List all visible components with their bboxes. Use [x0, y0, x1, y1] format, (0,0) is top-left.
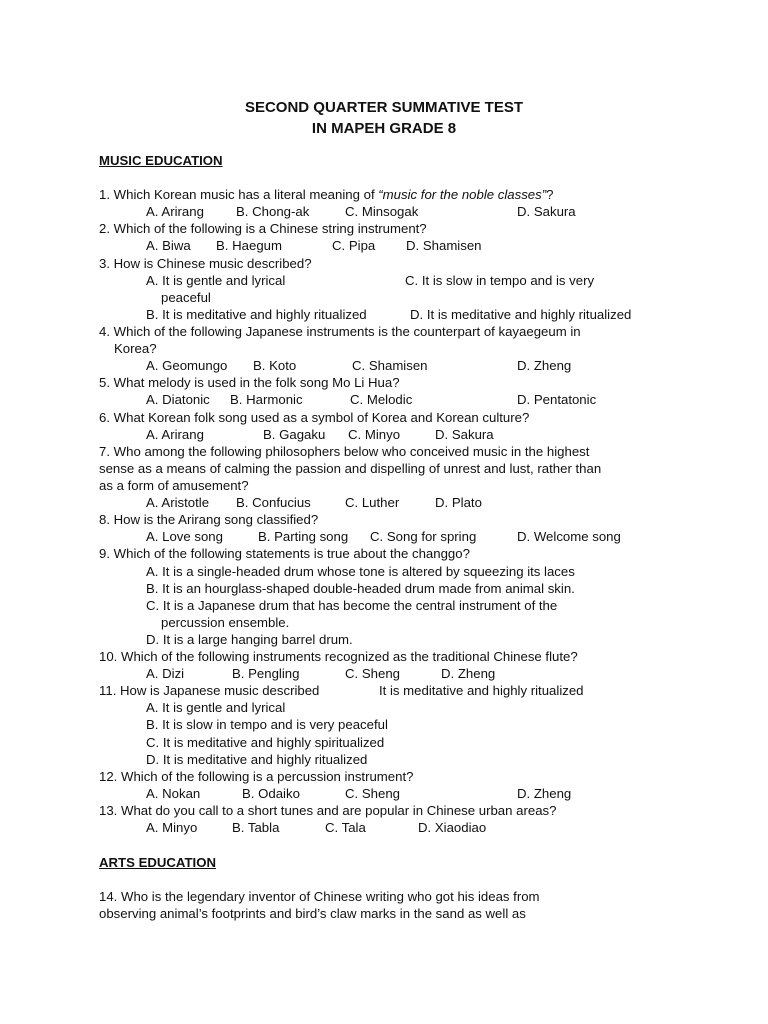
- q11-option-d: D. It is meditative and highly ritualized: [146, 752, 368, 767]
- q3-option-c-continued: peaceful: [161, 290, 211, 305]
- question-4-continued: Korea?: [114, 341, 157, 356]
- q11-option-c: C. It is meditative and highly spiritualized: [146, 735, 385, 750]
- q9-option-d: D. It is a large hanging barrel drum.: [146, 632, 353, 647]
- q12-option-c: C. Sheng: [345, 786, 400, 801]
- q13-option-c: C. Tala: [325, 820, 366, 835]
- q5-option-a: A. Diatonic: [146, 392, 210, 407]
- q4-option-a: A. Geomungo: [146, 358, 228, 373]
- question-11-note: It is meditative and highly ritualized: [379, 683, 584, 698]
- question-2: 2. Which of the following is a Chinese string instrument?: [99, 221, 427, 236]
- q3-option-c: C. It is slow in tempo and is very: [405, 273, 595, 288]
- q3-option-b: B. It is meditative and highly ritualized: [146, 307, 367, 322]
- q10-option-c: C. Sheng: [345, 666, 400, 681]
- question-13: 13. What do you call to a short tunes and are popular in Chinese urban areas?: [99, 803, 557, 818]
- q2-option-c: C. Pipa: [332, 238, 376, 253]
- question-7: 7. Who among the following philosophers below who conceived music in the highest: [99, 444, 590, 459]
- question-3: 3. How is Chinese music described?: [99, 256, 312, 271]
- q1-option-d: D. Sakura: [517, 204, 576, 219]
- question-9: 9. Which of the following statements is true about the changgo?: [99, 546, 470, 561]
- q10-option-a: A. Dizi: [146, 666, 185, 681]
- q6-option-b: B. Gagaku: [263, 427, 326, 442]
- q12-option-d: D. Zheng: [517, 786, 572, 801]
- q1-option-a: A. Arirang: [146, 204, 204, 219]
- q8-option-b: B. Parting song: [258, 529, 349, 544]
- q12-option-b: B. Odaiko: [242, 786, 300, 801]
- q6-option-d: D. Sakura: [435, 427, 494, 442]
- q11-option-b: B. It is slow in tempo and is very peaceful: [146, 717, 388, 732]
- title-line-2: IN MAPEH GRADE 8: [311, 120, 457, 137]
- q7-option-d: D. Plato: [435, 495, 482, 510]
- q2-option-a: A. Biwa: [146, 238, 191, 253]
- q3-option-a: A. It is gentle and lyrical: [146, 273, 286, 288]
- q6-option-a: A. Arirang: [146, 427, 204, 442]
- q1-option-b: B. Chong-ak: [236, 204, 310, 219]
- q2-option-d: D. Shamisen: [406, 238, 482, 253]
- q10-option-b: B. Pengling: [232, 666, 300, 681]
- q4-option-d: D. Zheng: [517, 358, 572, 373]
- q4-option-b: B. Koto: [253, 358, 297, 373]
- question-1-quote: “music for the noble classes”: [378, 187, 547, 202]
- q9-option-a: A. It is a single-headed drum whose tone is altered by squeezing its laces: [146, 564, 575, 579]
- question-4: 4. Which of the following Japanese instruments is the counterpart of kayaegeum in: [99, 324, 581, 339]
- question-12: 12. Which of the following is a percussion instrument?: [99, 769, 414, 784]
- q1-option-c: C. Minsogak: [345, 204, 419, 219]
- q8-option-c: C. Song for spring: [370, 529, 477, 544]
- q7-option-a: A. Aristotle: [146, 495, 210, 510]
- question-6: 6. What Korean folk song used as a symbol of Korea and Korean culture?: [99, 410, 530, 425]
- question-10: 10. Which of the following instruments recognized as the traditional Chinese flute?: [99, 649, 578, 664]
- title-line-1: SECOND QUARTER SUMMATIVE TEST: [244, 99, 524, 116]
- question-5: 5. What melody is used in the folk song Mo Li Hua?: [99, 375, 400, 390]
- section-heading-music: MUSIC EDUCATION: [99, 153, 223, 168]
- q13-option-d: D. Xiaodiao: [418, 820, 487, 835]
- question-7-continued-1: sense as a means of calming the passion and dispelling of unrest and lust, rather than: [99, 461, 602, 476]
- q5-option-b: B. Harmonic: [230, 392, 303, 407]
- question-14-continued: observing animal’s footprints and bird’s claw marks in the sand as well as: [99, 906, 526, 921]
- q8-option-d: D. Welcome song: [517, 529, 621, 544]
- question-14: 14. Who is the legendary inventor of Chinese writing who got his ideas from: [99, 889, 540, 904]
- question-11: 11. How is Japanese music described: [99, 683, 320, 698]
- q2-option-b: B. Haegum: [216, 238, 282, 253]
- q9-option-c: C. It is a Japanese drum that has become the central instrument of the: [146, 598, 558, 613]
- q9-option-b: B. It is an hourglass-shaped double-headed drum made from animal skin.: [146, 581, 575, 596]
- q5-option-c: C. Melodic: [350, 392, 413, 407]
- q7-option-b: B. Confucius: [236, 495, 311, 510]
- q7-option-c: C. Luther: [345, 495, 400, 510]
- question-7-continued-2: as a form of amusement?: [99, 478, 249, 493]
- q8-option-a: A. Love song: [146, 529, 223, 544]
- q4-option-c: C. Shamisen: [352, 358, 428, 373]
- q10-option-d: D. Zheng: [441, 666, 496, 681]
- q13-option-a: A. Minyo: [146, 820, 198, 835]
- question-1-stem: 1. Which Korean music has a literal meaning of: [99, 187, 379, 202]
- q5-option-d: D. Pentatonic: [517, 392, 597, 407]
- q11-option-a: A. It is gentle and lyrical: [146, 700, 286, 715]
- q6-option-c: C. Minyo: [348, 427, 401, 442]
- q3-option-d: D. It is meditative and highly ritualized: [410, 307, 632, 322]
- q12-option-a: A. Nokan: [146, 786, 201, 801]
- question-1: [99, 186, 553, 203]
- q9-option-c-continued: percussion ensemble.: [161, 615, 290, 630]
- question-1-end: ?: [546, 187, 554, 202]
- section-heading-arts: ARTS EDUCATION: [99, 855, 216, 870]
- q13-option-b: B. Tabla: [232, 820, 280, 835]
- question-8: 8. How is the Arirang song classified?: [99, 512, 319, 527]
